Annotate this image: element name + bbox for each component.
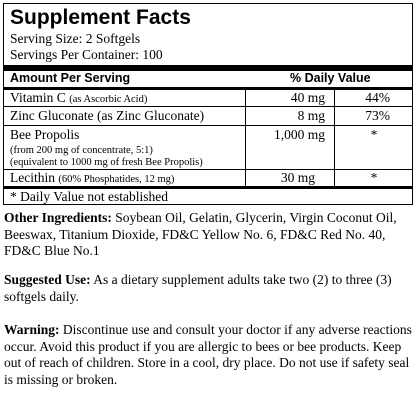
bee-propolis-concentrate-note: (from 200 mg of concentrate, 5:1) <box>10 145 153 156</box>
amount-zinc: 8 mg <box>297 108 325 123</box>
bee-propolis-equivalent-note: (equivalent to 1000 mg of fresh Bee Propolis) <box>10 157 203 168</box>
header-daily-value: % Daily Value <box>290 71 371 85</box>
suggested-use-section <box>4 272 414 305</box>
supplement-facts-panel <box>3 3 413 205</box>
other-ingredients-text: Soybean Oil, Gelatin, Glycerin, Virgin Coconut Oil, Beeswax, Titanium Dioxide, FD&C Yellow No. 6, FD&C Red No. 40, FD&C Blue No.1 <box>4 210 397 258</box>
other-ingredients-section <box>4 210 414 260</box>
other-ingredients-label: Other Ingredients: <box>4 210 112 225</box>
amount-bee-propolis: 1,000 mg <box>273 127 325 142</box>
servings-per-container: Servings Per Container: 100 <box>10 47 163 62</box>
nutrient-name-zinc: Zinc Gluconate (as Zinc Gluconate) <box>10 108 205 123</box>
dv-vitamin-c: 44% <box>365 90 390 105</box>
suggested-use-text: As a dietary supplement adults take two (2) to three (3) softgels daily. <box>4 272 392 304</box>
suggested-use-label: Suggested Use: <box>4 272 91 287</box>
dv-bee-propolis: * <box>370 127 378 142</box>
warning-section <box>4 322 414 388</box>
amount-lecithin: 30 mg <box>280 170 315 185</box>
amount-vitamin-c: 40 mg <box>290 90 325 105</box>
row-divider <box>4 125 412 126</box>
nutrient-name-lecithin: Lecithin (60% Phosphatides, 12 mg) <box>10 170 175 185</box>
daily-value-footnote: * Daily Value not established <box>10 189 168 204</box>
nutrient-name-bee-propolis: Bee Propolis <box>10 127 80 142</box>
facts-title: Supplement Facts <box>10 6 191 29</box>
row-divider <box>4 106 412 107</box>
dv-lecithin: * <box>370 170 378 185</box>
header-amount-per-serving: Amount Per Serving <box>10 71 131 85</box>
warning-label: Warning: <box>4 322 60 337</box>
serving-size: Serving Size: 2 Softgels <box>10 31 141 46</box>
nutrient-name-vitamin-c: Vitamin C (as Ascorbic Acid) <box>10 90 148 105</box>
warning-text: Discontinue use and consult your doctor if any adverse reactions occur. Avoid this product if you are allergic to bees or bee products. Keep out of reach of children. Store in a cool, dry place. Do not use if safety seal is missing or broken. <box>4 322 412 387</box>
dv-zinc: 73% <box>365 108 390 123</box>
